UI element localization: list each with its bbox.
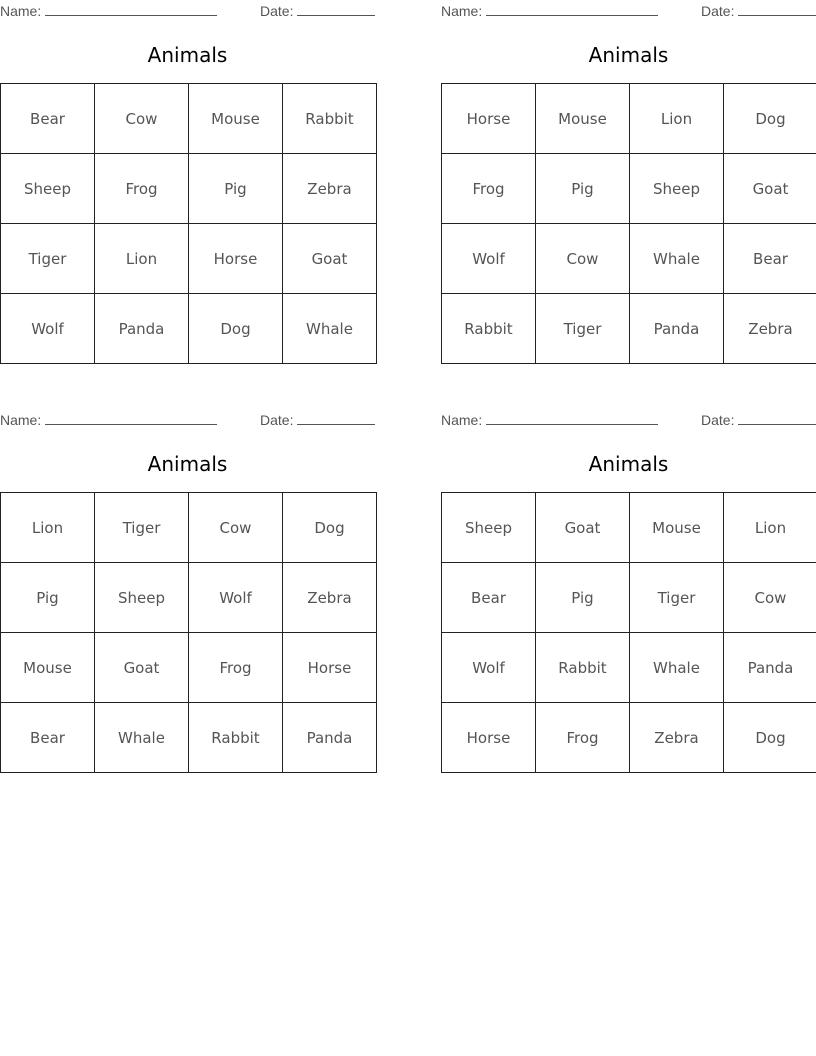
- date-field: [701, 411, 816, 428]
- grid-cell: Pig: [189, 154, 283, 224]
- grid-cell: Dog: [283, 493, 377, 563]
- name-field: [0, 2, 217, 19]
- date-field: [701, 2, 816, 19]
- grid-row: [442, 294, 816, 364]
- grid-row: [1, 154, 377, 224]
- grid-cell: Dog: [724, 703, 816, 773]
- date-label: Date:: [260, 3, 294, 19]
- bingo-card-2: [441, 0, 816, 364]
- grid-cell: Pig: [1, 563, 95, 633]
- grid-cell: Whale: [630, 633, 724, 703]
- grid-row: [1, 633, 377, 703]
- grid-cell: Bear: [442, 563, 536, 633]
- bingo-card-1: [0, 0, 375, 364]
- date-field: [260, 2, 375, 19]
- grid-cell: Zebra: [283, 154, 377, 224]
- grid-row: [1, 84, 377, 154]
- grid-cell: Frog: [189, 633, 283, 703]
- bingo-grid: [441, 492, 816, 773]
- grid-cell: Panda: [630, 294, 724, 364]
- grid-cell: Horse: [189, 224, 283, 294]
- grid-cell: Bear: [1, 703, 95, 773]
- date-blank-line: [297, 2, 375, 16]
- grid-cell: Wolf: [1, 294, 95, 364]
- card-title: Animals: [588, 452, 669, 476]
- grid-row: [442, 703, 816, 773]
- name-label: Name:: [441, 3, 483, 19]
- name-field: [441, 411, 658, 428]
- grid-cell: Dog: [189, 294, 283, 364]
- grid-cell: Zebra: [724, 294, 816, 364]
- date-label: Date:: [701, 3, 735, 19]
- grid-cell: Whale: [95, 703, 189, 773]
- name-label: Name:: [441, 412, 483, 428]
- grid-cell: Rabbit: [189, 703, 283, 773]
- grid-row: [1, 294, 377, 364]
- name-label: Name:: [0, 412, 42, 428]
- grid-cell: Frog: [95, 154, 189, 224]
- date-field: [260, 411, 375, 428]
- grid-cell: Cow: [95, 84, 189, 154]
- bingo-grid: [0, 83, 377, 364]
- grid-cell: Goat: [283, 224, 377, 294]
- grid-cell: Sheep: [442, 493, 536, 563]
- grid-cell: Goat: [536, 493, 630, 563]
- grid-cell: Pig: [536, 154, 630, 224]
- grid-cell: Rabbit: [442, 294, 536, 364]
- grid-cell: Cow: [189, 493, 283, 563]
- grid-cell: Panda: [724, 633, 816, 703]
- grid-cell: Zebra: [630, 703, 724, 773]
- grid-row: [442, 84, 816, 154]
- grid-cell: Bear: [1, 84, 95, 154]
- bingo-grid: [0, 492, 377, 773]
- grid-row: [442, 493, 816, 563]
- grid-cell: Horse: [442, 84, 536, 154]
- grid-cell: Pig: [536, 563, 630, 633]
- name-blank-line: [45, 411, 217, 425]
- grid-cell: Sheep: [95, 563, 189, 633]
- grid-cell: Tiger: [1, 224, 95, 294]
- grid-cell: Mouse: [536, 84, 630, 154]
- grid-cell: Mouse: [1, 633, 95, 703]
- card-title: Animals: [147, 43, 228, 67]
- grid-row: [442, 224, 816, 294]
- bingo-grid: [441, 83, 816, 364]
- bingo-card-4: [441, 409, 816, 773]
- name-label: Name:: [0, 3, 42, 19]
- grid-cell: Goat: [95, 633, 189, 703]
- grid-cell: Lion: [95, 224, 189, 294]
- grid-cell: Rabbit: [536, 633, 630, 703]
- grid-row: [1, 563, 377, 633]
- grid-row: [442, 154, 816, 224]
- grid-cell: Zebra: [283, 563, 377, 633]
- grid-cell: Frog: [536, 703, 630, 773]
- name-blank-line: [486, 411, 658, 425]
- grid-cell: Tiger: [630, 563, 724, 633]
- date-label: Date:: [260, 412, 294, 428]
- date-blank-line: [297, 411, 375, 425]
- name-blank-line: [45, 2, 217, 16]
- name-blank-line: [486, 2, 658, 16]
- grid-cell: Lion: [724, 493, 816, 563]
- grid-cell: Tiger: [95, 493, 189, 563]
- grid-cell: Whale: [630, 224, 724, 294]
- grid-row: [1, 703, 377, 773]
- grid-cell: Mouse: [630, 493, 724, 563]
- grid-cell: Wolf: [442, 633, 536, 703]
- grid-cell: Panda: [283, 703, 377, 773]
- grid-row: [1, 224, 377, 294]
- grid-cell: Sheep: [630, 154, 724, 224]
- name-field: [0, 411, 217, 428]
- grid-cell: Whale: [283, 294, 377, 364]
- bingo-card-3: [0, 409, 375, 773]
- grid-cell: Dog: [724, 84, 816, 154]
- card-title: Animals: [588, 43, 669, 67]
- grid-cell: Bear: [724, 224, 816, 294]
- card-title: Animals: [147, 452, 228, 476]
- date-label: Date:: [701, 412, 735, 428]
- grid-cell: Wolf: [442, 224, 536, 294]
- grid-cell: Goat: [724, 154, 816, 224]
- date-blank-line: [738, 411, 816, 425]
- grid-cell: Tiger: [536, 294, 630, 364]
- date-blank-line: [738, 2, 816, 16]
- grid-cell: Sheep: [1, 154, 95, 224]
- grid-cell: Rabbit: [283, 84, 377, 154]
- grid-cell: Horse: [283, 633, 377, 703]
- grid-row: [1, 493, 377, 563]
- name-field: [441, 2, 658, 19]
- grid-cell: Panda: [95, 294, 189, 364]
- grid-cell: Frog: [442, 154, 536, 224]
- grid-cell: Horse: [442, 703, 536, 773]
- grid-cell: Cow: [724, 563, 816, 633]
- grid-cell: Cow: [536, 224, 630, 294]
- grid-cell: Wolf: [189, 563, 283, 633]
- grid-row: [442, 563, 816, 633]
- grid-cell: Lion: [1, 493, 95, 563]
- grid-row: [442, 633, 816, 703]
- grid-cell: Mouse: [189, 84, 283, 154]
- grid-cell: Lion: [630, 84, 724, 154]
